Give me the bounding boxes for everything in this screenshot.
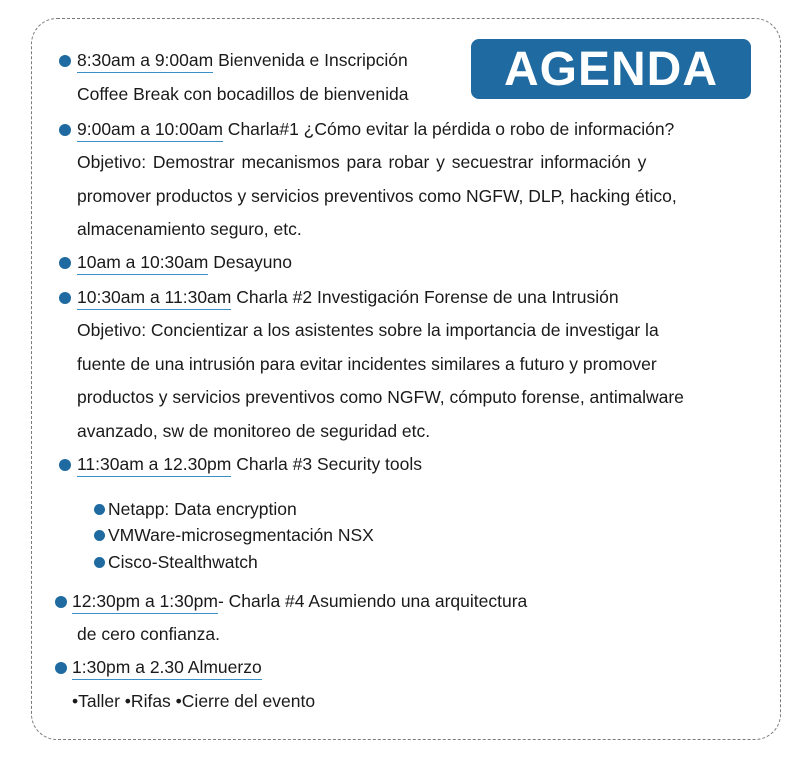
item-detail: fuente de una intrusión para evitar incidentes similares a futuro y promover bbox=[77, 354, 657, 374]
item-detail: Coffee Break con bocadillos de bienvenida bbox=[77, 84, 409, 104]
bullet-icon bbox=[94, 504, 105, 515]
bullet-icon bbox=[59, 55, 71, 67]
item-time: 9:00am a 10:00am bbox=[77, 118, 223, 142]
item-title: Charla#1 ¿Cómo evitar la pérdida o robo de información? bbox=[222, 119, 675, 139]
bullet-icon bbox=[59, 292, 71, 304]
tool-item: VMWare-microsegmentación NSX bbox=[108, 525, 374, 545]
item-detail: almacenamiento seguro, etc. bbox=[77, 219, 302, 239]
item-time: 10am a 10:30am bbox=[77, 251, 208, 275]
item-detail: de cero confianza. bbox=[77, 624, 221, 644]
bullet-icon bbox=[55, 596, 67, 608]
bullet-icon bbox=[59, 124, 71, 136]
item-title: Charla #3 Security tools bbox=[231, 454, 423, 474]
item-detail: Objetivo: Concientizar a los asistentes sobre la importancia de investigar la bbox=[77, 320, 659, 340]
agenda-item-7 bbox=[72, 656, 262, 680]
agenda-item-6 bbox=[72, 590, 527, 614]
item-detail: promover productos y servicios preventivos como NGFW, DLP, hacking ético, bbox=[77, 186, 677, 206]
item-time: 1:30pm a 2.30 Almuerzo bbox=[72, 656, 262, 680]
bullet-icon bbox=[94, 530, 105, 541]
item-title: - Charla #4 Asumiendo una arquitectura bbox=[217, 591, 528, 611]
agenda-item-2 bbox=[77, 118, 674, 142]
closing-line: •Taller •Rifas •Cierre del evento bbox=[72, 691, 316, 711]
item-detail: Objetivo: Demostrar mecanismos para robar y secuestrar información y bbox=[77, 152, 647, 172]
agenda-item-4 bbox=[77, 286, 619, 310]
bullet-icon bbox=[94, 557, 105, 568]
agenda-item-3 bbox=[77, 251, 292, 275]
tool-item: Cisco-Stealthwatch bbox=[108, 552, 258, 572]
item-time: 8:30am a 9:00am bbox=[77, 49, 213, 73]
item-title: Desayuno bbox=[208, 252, 293, 272]
agenda-badge: AGENDA bbox=[471, 39, 751, 99]
item-time: 12:30pm a 1:30pm bbox=[72, 590, 218, 614]
item-time: 10:30am a 11:30am bbox=[77, 286, 231, 310]
item-title: Bienvenida e Inscripción bbox=[213, 50, 408, 70]
item-detail: productos y servicios preventivos como NGFW, cómputo forense, antimalware bbox=[77, 387, 684, 407]
tool-item: Netapp: Data encryption bbox=[108, 499, 297, 519]
agenda-item-5 bbox=[77, 453, 422, 477]
bullet-icon bbox=[59, 459, 71, 471]
agenda-item-1 bbox=[77, 49, 408, 73]
item-title: Charla #2 Investigación Forense de una Intrusión bbox=[231, 287, 619, 307]
item-detail: avanzado, sw de monitoreo de seguridad etc. bbox=[77, 421, 431, 441]
bullet-icon bbox=[59, 257, 71, 269]
bullet-icon bbox=[55, 662, 67, 674]
item-time: 11:30am a 12.30pm bbox=[77, 453, 231, 477]
